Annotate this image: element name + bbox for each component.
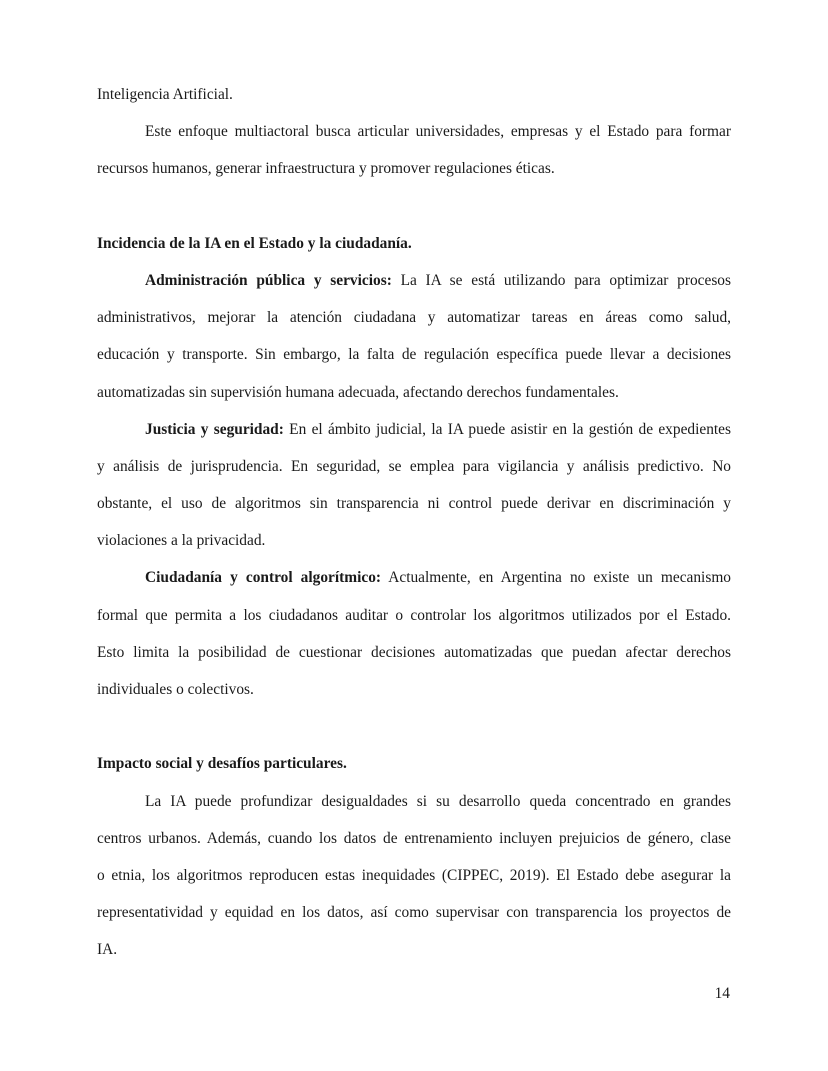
section-heading-impacto: Impacto social y desafíos particulares. bbox=[97, 755, 347, 773]
paragraph-line: Esto limita la posibilidad de cuestionar decisiones automatizadas que puedan afectar derechos bbox=[97, 643, 731, 661]
paragraph-line bbox=[97, 563, 731, 600]
paragraph-label: Ciudadanía y control algorítmico: bbox=[145, 569, 382, 587]
paragraph-line: representatividad y equidad en los datos, así como supervisar con transparencia los proyectos de bbox=[97, 904, 731, 922]
paragraph-line: o etnia, los algoritmos reproducen estas inequidades (CIPPEC, 2019). El Estado debe asegurar la bbox=[97, 866, 731, 884]
paragraph-label: Administración pública y servicios: bbox=[145, 271, 392, 289]
paragraph-ciudadania bbox=[97, 563, 731, 712]
paragraph-line: recursos humanos, generar infraestructura y promover regulaciones éticas. bbox=[97, 160, 555, 178]
paragraph-line: individuales o colectivos. bbox=[97, 681, 254, 698]
paragraph-continuation: Inteligencia Artificial. bbox=[97, 86, 233, 103]
paragraph-line: violaciones a la privacidad. bbox=[97, 532, 266, 550]
section-spacer bbox=[97, 712, 731, 749]
section-spacer bbox=[97, 192, 731, 229]
section-heading-incidencia: Incidencia de la IA en el Estado y la ciudadanía. bbox=[97, 234, 412, 252]
paragraph-text: En el ámbito judicial, la IA puede asistir en la gestión de expedientes bbox=[283, 420, 731, 438]
page-number: 14 bbox=[714, 985, 730, 1002]
paragraph-line bbox=[97, 266, 731, 303]
paragraph-impacto bbox=[97, 787, 731, 973]
paragraph-text: La IA se está utilizando para optimizar procesos bbox=[391, 271, 731, 289]
paragraph-line: IA. bbox=[97, 941, 118, 959]
paragraph-multiactor bbox=[97, 117, 731, 191]
paragraph-text: Actualmente, en Argentina no existe un mecanismo bbox=[381, 569, 731, 587]
paragraph-line: formal que permita a los ciudadanos auditar o controlar los algoritmos utilizados por el Estado. bbox=[97, 606, 731, 624]
paragraph-justicia bbox=[97, 415, 731, 564]
document-page bbox=[97, 80, 731, 973]
paragraph-line: Este enfoque multiactoral busca articular universidades, empresas y el Estado para formar bbox=[145, 123, 731, 141]
paragraph-administracion bbox=[97, 266, 731, 415]
paragraph-line: automatizadas sin supervisión humana adecuada, afectando derechos fundamentales. bbox=[97, 383, 619, 401]
paragraph-line: La IA puede profundizar desigualdades si su desarrollo queda concentrado en grandes bbox=[145, 792, 731, 810]
paragraph-line: educación y transporte. Sin embargo, la falta de regulación específica puede llevar a decisiones bbox=[97, 346, 731, 364]
paragraph-label: Justicia y seguridad: bbox=[145, 420, 284, 438]
paragraph-line: centros urbanos. Además, cuando los datos de entrenamiento incluyen prejuicios de género, clase bbox=[97, 829, 731, 847]
paragraph-line: obstante, el uso de algoritmos sin transparencia ni control puede derivar en discriminación y bbox=[97, 495, 731, 513]
paragraph-line bbox=[97, 415, 731, 452]
paragraph-line: y análisis de jurisprudencia. En seguridad, se emplea para vigilancia y análisis predictivo. No bbox=[97, 457, 731, 475]
paragraph-line: administrativos, mejorar la atención ciudadana y automatizar tareas en áreas como salud, bbox=[97, 309, 731, 327]
